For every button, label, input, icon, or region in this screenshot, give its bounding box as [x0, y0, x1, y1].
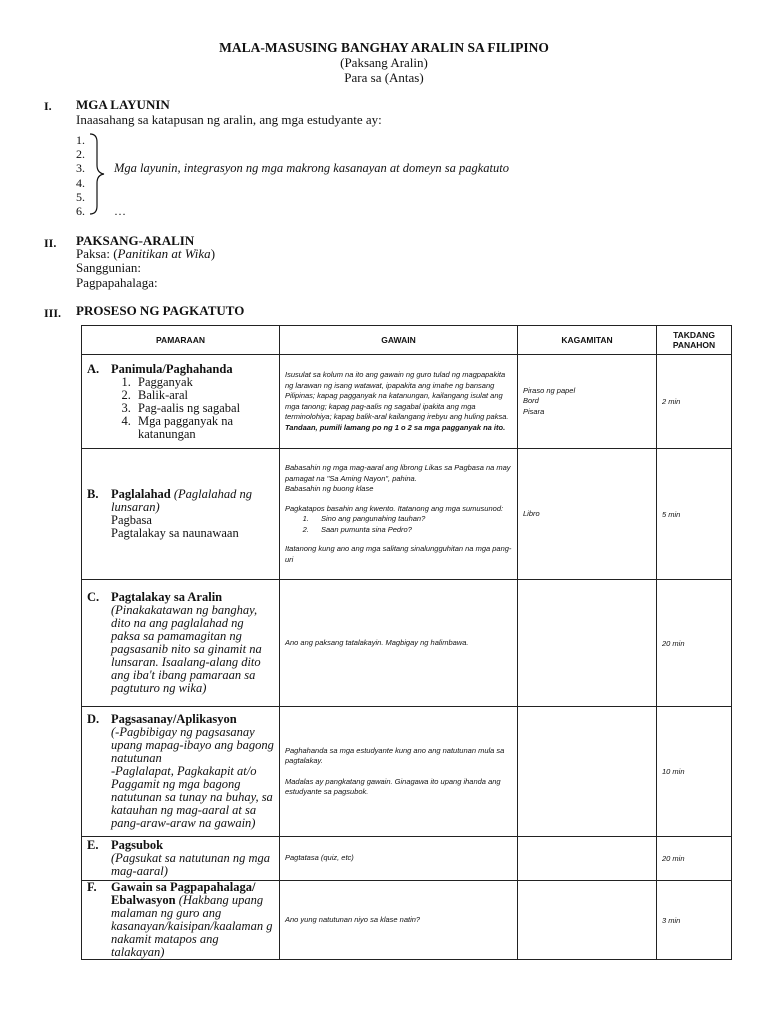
- table-row: [82, 355, 732, 449]
- list-item: 4. Mga pagganyak na katanungan: [134, 415, 274, 441]
- document-title: MALA-MASUSING BANGHAY ARALIN SA FILIPINO: [219, 40, 549, 55]
- stage-letter: D.: [87, 712, 100, 726]
- section-3-title: PROSESO NG PAGKATUTO: [76, 303, 245, 318]
- objective-number: 4.: [76, 175, 85, 190]
- paksa-close: ): [210, 246, 216, 261]
- stage-title: Pagtalakay sa Aralin: [111, 590, 223, 604]
- document-subtitle-topic: (Paksang Aralin): [340, 55, 428, 70]
- stage-note: -Paglalapat, Pagkakapit at/o Paggamit ng mga bagong natutunan sa tunay na buhay, sa katauhan ng mag-aaral at sa pang-araw-araw na gawain): [111, 764, 273, 830]
- list-item: 1. Pagganyak: [134, 376, 274, 389]
- pamaraan-cell: [82, 449, 280, 580]
- table-header-row: [82, 326, 732, 355]
- curly-brace-icon: [88, 132, 108, 216]
- objectives-description: Mga layunin, integrasyon ng mga makrong kasanayan at domeyn sa pagkatuto: [114, 161, 509, 175]
- takdang-panahon-cell: 3 min: [657, 881, 732, 960]
- list-item: 2. Balik-aral: [134, 389, 274, 402]
- gawain-text: Madalas ay pangkatang gawain. Ginagawa ito upang ihanda ang estudyante sa pagsubok.: [285, 776, 501, 796]
- stage-note: (Pinakakatawan ng banghay, dito na ang paglalahad ng paksa sa pamamagitan ng pagsasanib nito sa ginamit na lunsaran. Isaalang-alang dito ang iba't ibang pamaraan sa pagtuturo ng wika): [111, 603, 262, 695]
- gawain-text: Isusulat sa kolum na ito ang gawain ng guro tulad ng magpapakita ng larawan ng isang watawat, ipapakita ang imahe ng bansang Pilipinas; kapag pagganyak na katanungan, kailangang isulat ang mga tanong; kapag pag-aalis ng sagabal ipakita ang mga terminolohiya; kapag balik-aral kailangang irebyu ang huling paksa.: [285, 370, 509, 421]
- gawain-text: Itatanong kung ano ang mga salitang sinalungguhitan na mga pang-uri: [285, 544, 512, 564]
- paksa-value: Panitikan at Wika: [117, 246, 211, 261]
- objective-number: 3.: [76, 161, 85, 176]
- takdang-panahon-cell: 2 min: [657, 355, 732, 449]
- sanggunian-label: Sanggunian:: [76, 260, 141, 275]
- list-item: 3. Pag-aalis ng sagabal: [134, 402, 274, 415]
- kagamitan-cell: [518, 580, 657, 707]
- column-header-takdang-panahon: TAKDANG PANAHON: [657, 326, 732, 355]
- column-header-gawain: GAWAIN: [280, 326, 518, 355]
- table-row: [82, 449, 732, 580]
- stage-letter: E.: [87, 838, 99, 852]
- stage-title: Gawain sa Pagpapahalaga/ Ebalwasyon: [111, 880, 256, 907]
- stage-line: Pagtalakay sa naunawaan: [111, 526, 239, 540]
- takdang-panahon-cell: 10 min: [657, 707, 732, 837]
- objectives-ellipsis: …: [114, 204, 126, 218]
- objective-number: 5.: [76, 189, 85, 204]
- gawain-cell: [280, 355, 518, 449]
- stage-letter: C.: [87, 590, 100, 604]
- gawain-questions: [285, 514, 512, 535]
- kagamitan-cell: [518, 881, 657, 960]
- section-1-title: MGA LAYUNIN: [76, 97, 170, 112]
- pagpapahalaga-label: Pagpapahalaga:: [76, 275, 158, 290]
- column-header-kagamitan: KAGAMITAN: [518, 326, 657, 355]
- objective-number: 6.: [76, 204, 85, 219]
- section-2-title: PAKSANG-ARALIN: [76, 233, 195, 248]
- gawain-cell: Ano ang paksang tatalakayin. Magbigay ng halimbawa.: [280, 580, 518, 707]
- gawain-text: Paghahanda sa mga estudyante kung ano ang natutunan mula sa pagtalakay.: [285, 745, 505, 765]
- stage-title: Panimula/Paghahanda: [111, 361, 233, 376]
- pamaraan-cell: [82, 837, 280, 881]
- table-row: [82, 707, 732, 837]
- kagamitan-cell: [518, 837, 657, 881]
- objectives-intro: Inaasahang sa katapusan ng aralin, ang mga estudyante ay:: [76, 112, 382, 127]
- kagamitan-item: Bord: [523, 396, 539, 406]
- kagamitan-cell: [518, 707, 657, 837]
- stage-items: [87, 376, 274, 441]
- stage-letter: A.: [87, 361, 100, 376]
- table-row: [82, 881, 732, 960]
- stage-note: (Pagsukat sa natutunan ng mga mag-aaral): [111, 851, 271, 878]
- objectives-number-list: [76, 133, 85, 218]
- kagamitan-cell: Libro: [518, 449, 657, 580]
- list-item: 1. Sino ang pangunahing tauhan?: [311, 514, 512, 525]
- section-3-number: III.: [44, 306, 62, 320]
- section-1-number: I.: [44, 99, 52, 113]
- stage-title: Pagsubok: [111, 838, 164, 852]
- gawain-cell: Pagtatasa (quiz, etc): [280, 837, 518, 881]
- stage-letter: F.: [87, 880, 97, 894]
- stage-line: Pagbasa: [111, 513, 152, 527]
- stage-note: (-Pagbibigay ng pagsasanay upang mapag-ibayo ang bagong natutunan: [111, 725, 274, 765]
- gawain-text: Pagkatapos basahin ang kwento. Itatanong ang mga sumusunod:: [285, 503, 504, 513]
- gawain-text: Babasahin ng buong klase: [285, 484, 374, 493]
- gawain-cell: [280, 707, 518, 837]
- gawain-cell: [280, 449, 518, 580]
- pamaraan-cell: [82, 580, 280, 707]
- pamaraan-cell: [82, 355, 280, 449]
- stage-note: (Hakbang upang malaman ng guro ang kasanayan/kaisipan/kaalaman g nakamit matapos ang talakayan): [111, 893, 273, 959]
- document-header: [0, 40, 768, 85]
- table-row: [82, 837, 732, 881]
- paksa-label: Paksa: (: [76, 246, 118, 261]
- column-header-pamaraan: PAMARAAN: [82, 326, 280, 355]
- pamaraan-cell: [82, 707, 280, 837]
- objective-number: 2.: [76, 147, 85, 162]
- document-subtitle-level: Para sa (Antas): [344, 70, 424, 85]
- stage-title-note: (Paglalahad ng lunsaran): [111, 487, 252, 514]
- stage-letter: B.: [87, 487, 99, 501]
- section-2-number: II.: [44, 236, 57, 250]
- gawain-note: Tandaan, pumili lamang po ng 1 o 2 sa mga pagganyak na ito.: [285, 422, 506, 432]
- takdang-panahon-cell: 5 min: [657, 449, 732, 580]
- objective-number: 1.: [76, 133, 85, 147]
- stage-title: Pagsasanay/Aplikasyon: [111, 712, 237, 726]
- table-row: [82, 580, 732, 707]
- learning-process-table: [81, 325, 732, 960]
- kagamitan-cell: [518, 355, 657, 449]
- pamaraan-cell: [82, 881, 280, 960]
- kagamitan-item: Piraso ng papel: [523, 385, 576, 395]
- takdang-panahon-cell: 20 min: [657, 837, 732, 881]
- gawain-cell: Ano yung natutunan niyo sa klase natin?: [280, 881, 518, 960]
- kagamitan-item: Pisara: [523, 406, 545, 416]
- stage-title: Paglalahad: [111, 487, 171, 501]
- takdang-panahon-cell: 20 min: [657, 580, 732, 707]
- gawain-text: Babasahin ng mga mag-aaral ang librong Likas sa Pagbasa na may pamagat na "Sa Aming Nayon", pahina.: [285, 463, 511, 483]
- list-item: 2. Saan pumunta sina Pedro?: [311, 525, 512, 536]
